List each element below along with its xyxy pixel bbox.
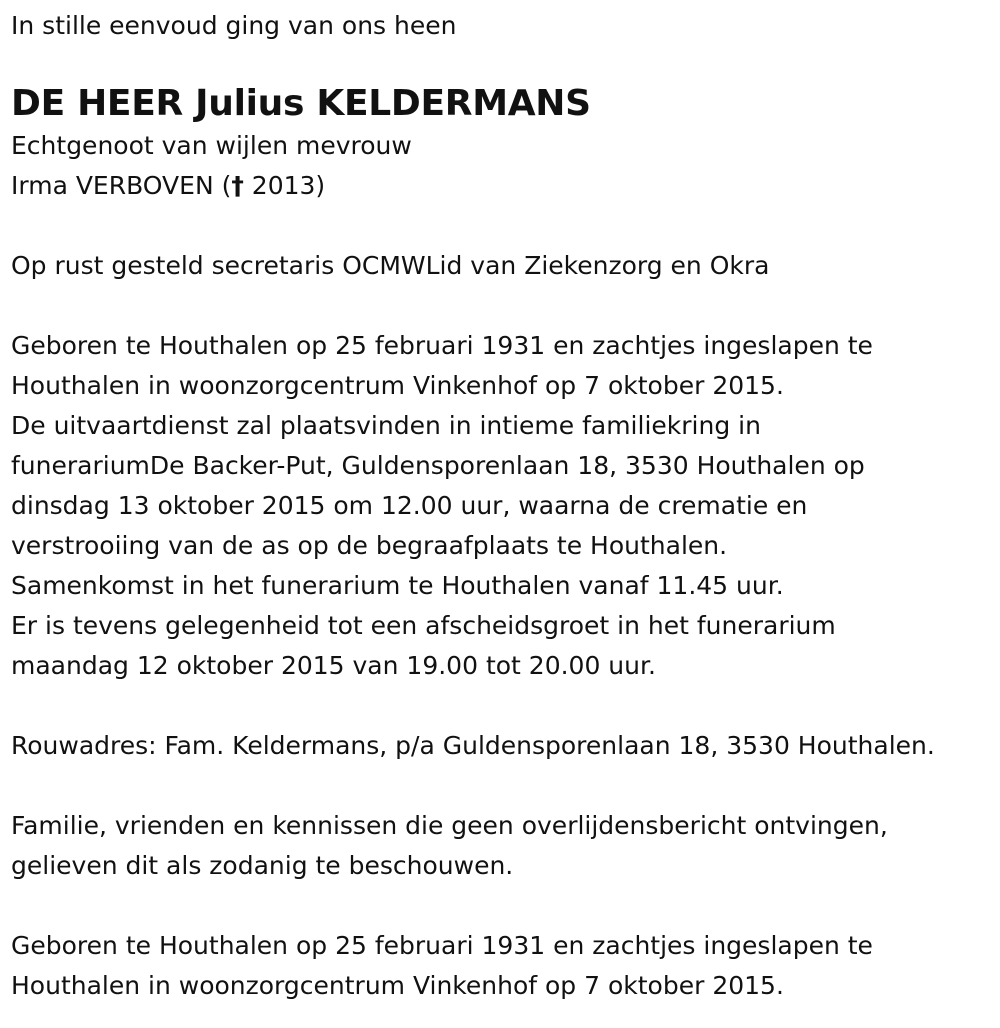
details-line: Samenkomst in het funerarium te Houthalen vanaf 11.45 uur. bbox=[11, 571, 784, 600]
details-line: Geboren te Houthalen op 25 februari 1931 en zachtjes ingeslapen te bbox=[11, 331, 873, 360]
spacer bbox=[11, 206, 1000, 246]
repeat-line: Geboren te Houthalen op 25 februari 1931 en zachtjes ingeslapen te bbox=[11, 931, 873, 960]
details-line: De uitvaartdienst zal plaatsvinden in intieme familiekring in bbox=[11, 411, 761, 440]
occupation-text: Op rust gesteld secretaris OCMWLid van Ziekenzorg en Okra bbox=[11, 251, 770, 280]
repeat-line: Houthalen in woonzorgcentrum Vinkenhof op 7 oktober 2015. bbox=[11, 971, 784, 1000]
details-line: Houthalen in woonzorgcentrum Vinkenhof op 7 oktober 2015. bbox=[11, 371, 784, 400]
details-line: verstrooiing van de as op de begraafplaats te Houthalen. bbox=[11, 531, 728, 560]
deceased-name: DE HEER Julius KELDERMANS bbox=[11, 83, 591, 124]
details-block bbox=[11, 326, 1000, 686]
details-line: dinsdag 13 oktober 2015 om 12.00 uur, waarna de crematie en bbox=[11, 491, 808, 520]
repeat-block bbox=[11, 926, 1000, 1006]
mourning-address: Rouwadres: Fam. Keldermans, p/a Guldensporenlaan 18, 3530 Houthalen. bbox=[11, 731, 935, 760]
spouse-line-2 bbox=[11, 166, 1000, 206]
spacer bbox=[11, 886, 1000, 926]
details-line: funerariumDe Backer-Put, Guldensporenlaan 18, 3530 Houthalen op bbox=[11, 451, 865, 480]
spouse-name: Irma VERBOVEN ( bbox=[11, 171, 232, 200]
spacer bbox=[11, 766, 1000, 806]
notice-line: gelieven dit als zodanig te beschouwen. bbox=[11, 851, 514, 880]
notice-line: Familie, vrienden en kennissen die geen overlijdensbericht ontvingen, bbox=[11, 811, 888, 840]
notice-block bbox=[11, 806, 1000, 886]
intro-text: In stille eenvoud ging van ons heen bbox=[11, 11, 457, 40]
spacer bbox=[11, 686, 1000, 726]
cross-icon: † bbox=[231, 171, 244, 200]
details-line: maandag 12 oktober 2015 van 19.00 tot 20.00 uur. bbox=[11, 651, 656, 680]
spacer bbox=[11, 286, 1000, 326]
spouse-death-year: 2013) bbox=[243, 171, 326, 200]
spouse-line-1: Echtgenoot van wijlen mevrouw bbox=[11, 131, 412, 160]
details-line: Er is tevens gelegenheid tot een afscheidsgroet in het funerarium bbox=[11, 611, 836, 640]
